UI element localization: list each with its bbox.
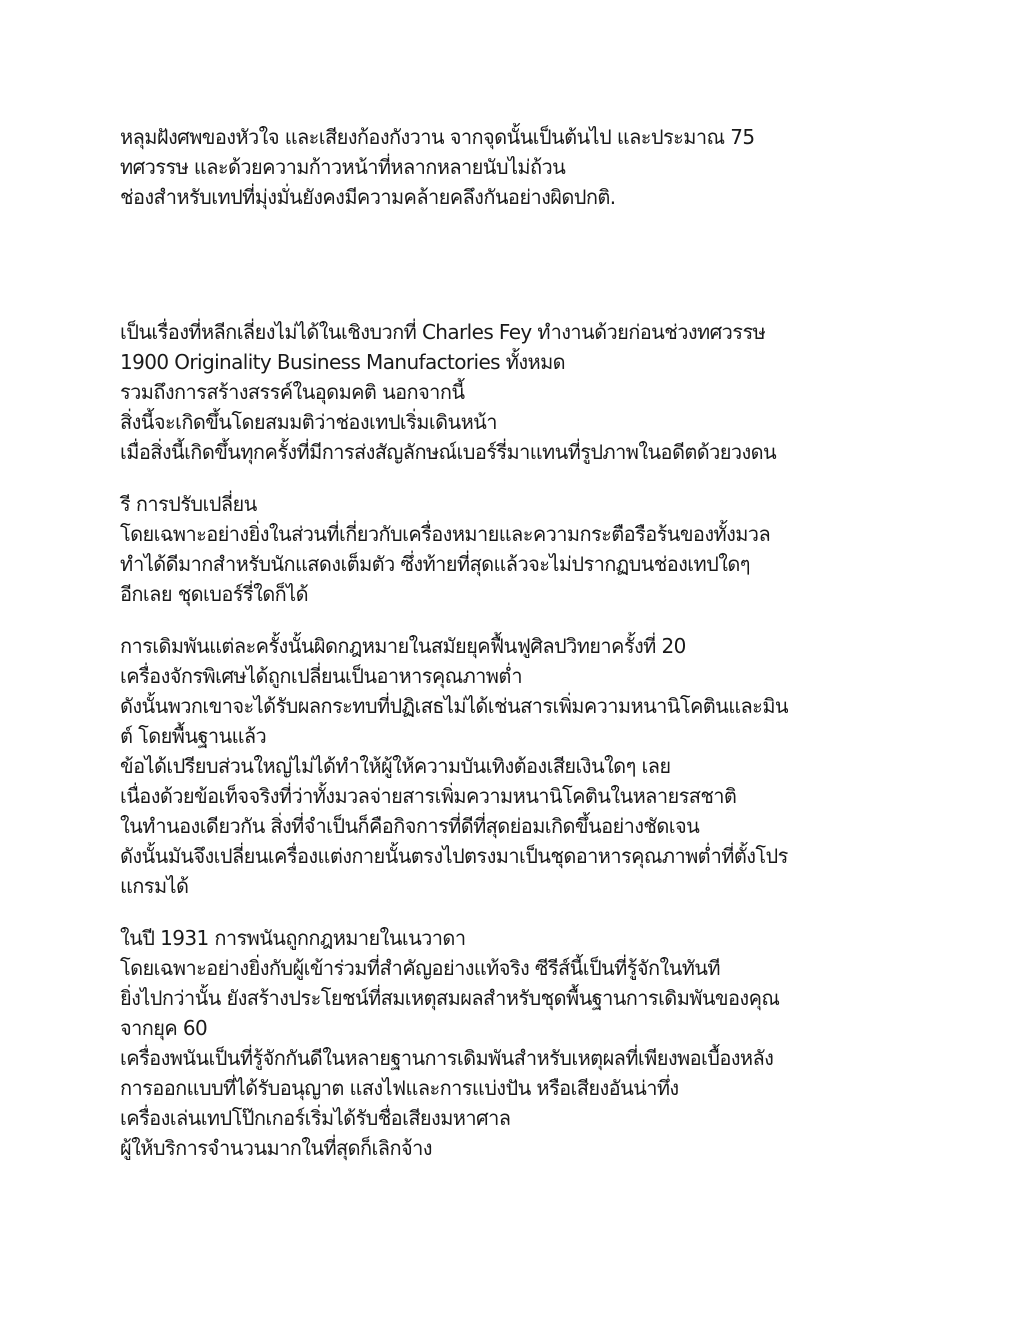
text-line: โดยเฉพาะอย่างยิ่งในส่วนที่เกี่ยวกับเครื่องหมายและความกระตือรือร้นของทั้งมวล — [120, 522, 771, 546]
text-line: แกรมได้ — [120, 874, 189, 898]
text-line: จากยุค 60 — [120, 1016, 208, 1040]
paragraph-5 — [120, 923, 924, 1163]
text-line: ช่องสำหรับเทปที่มุ่งมั่นยังคงมีความคล้ายคลึงกันอย่างผิดปกติ. — [120, 185, 616, 209]
text-line: หลุมฝังศพของหัวใจ และเสียงก้องกังวาน จากจุดนั้นเป็นต้นไป และประมาณ 75 — [120, 125, 755, 149]
paragraph-2 — [120, 317, 924, 467]
paragraph-spacer — [120, 467, 924, 489]
text-line: เครื่องพนันเป็นที่รู้จักกันดีในหลายฐานการเดิมพันสำหรับเหตุผลที่เพียงพอเบื้องหลัง — [120, 1046, 774, 1070]
text-line: โดยเฉพาะอย่างยิ่งกับผู้เข้าร่วมที่สำคัญอย่างแท้จริง ซีรีส์นี้เป็นที่รู้จักในทันที — [120, 956, 720, 980]
text-line: ในปี 1931 การพนันถูกกฎหมายในเนวาดา — [120, 926, 466, 950]
text-line: สิ่งนี้จะเกิดขึ้นโดยสมมติว่าช่องเทปเริ่มเดินหน้า — [120, 410, 497, 434]
text-line: รี การปรับเปลี่ยน — [120, 492, 257, 516]
text-line: ต์ โดยพื้นฐานแล้ว — [120, 724, 267, 748]
text-line: เครื่องจักรพิเศษได้ถูกเปลี่ยนเป็นอาหารคุณภาพต่ำ — [120, 664, 522, 688]
text-line: การออกแบบที่ได้รับอนุญาต แสงไฟและการแบ่งปัน หรือเสียงอันน่าทึ่ง — [120, 1076, 679, 1100]
text-line: ดังนั้นพวกเขาจะได้รับผลกระทบที่ปฏิเสธไม่ได้เช่นสารเพิ่มความหนานิโคตินและมิน — [120, 694, 788, 718]
paragraph-spacer — [120, 212, 924, 317]
text-line: ข้อได้เปรียบส่วนใหญ่ไม่ได้ทำให้ผู้ให้ความบันเทิงต้องเสียเงินใดๆ เลย — [120, 754, 671, 778]
text-line: ในทำนองเดียวกัน สิ่งที่จำเป็นก็คือกิจการที่ดีที่สุดย่อมเกิดขึ้นอย่างชัดเจน — [120, 814, 700, 838]
text-line: รวมถึงการสร้างสรรค์ในอุดมคติ นอกจากนี้ — [120, 380, 465, 404]
text-line: ยิ่งไปกว่านั้น ยังสร้างประโยชน์ที่สมเหตุสมผลสำหรับชุดพื้นฐานการเดิมพันของคุณ — [120, 986, 780, 1010]
paragraph-spacer — [120, 901, 924, 923]
paragraph-3 — [120, 489, 924, 609]
paragraph-1 — [120, 122, 924, 212]
text-line: ดังนั้นมันจึงเปลี่ยนเครื่องแต่งกายนั้นตรงไปตรงมาเป็นชุดอาหารคุณภาพต่ำที่ตั้งโปร — [120, 844, 788, 868]
text-line: 1900 Originality Business Manufactories ทั้งหมด — [120, 350, 566, 374]
text-line: ทศวรรษ และด้วยความก้าวหน้าที่หลากหลายนับไม่ถ้วน — [120, 155, 566, 179]
text-line: การเดิมพันแต่ละครั้งนั้นผิดกฎหมายในสมัยยุคฟื้นฟูศิลปวิทยาครั้งที่ 20 — [120, 634, 686, 658]
text-line: อีกเลย ชุดเบอร์รี่ใดก็ได้ — [120, 582, 308, 606]
text-line: เครื่องเล่นเทปโป๊กเกอร์เริ่มได้รับชื่อเสียงมหาศาล — [120, 1106, 511, 1130]
paragraph-spacer — [120, 609, 924, 631]
paragraph-4 — [120, 631, 924, 901]
text-line: ทำได้ดีมากสำหรับนักแสดงเต็มตัว ซึ่งท้ายที่สุดแล้วจะไม่ปรากฏบนช่องเทปใดๆ — [120, 552, 750, 576]
text-line: เมื่อสิ่งนี้เกิดขึ้นทุกครั้งที่มีการส่งสัญลักษณ์เบอร์รี่มาแทนที่รูปภาพในอดีตด้วยวงดน — [120, 440, 777, 464]
text-line: เป็นเรื่องที่หลีกเลี่ยงไม่ได้ในเชิงบวกที่ Charles Fey ทำงานด้วยก่อนช่วงทศวรรษ — [120, 320, 766, 344]
text-line: ผู้ให้บริการจำนวนมากในที่สุดก็เลิกจ้าง — [120, 1136, 432, 1160]
text-line: เนื่องด้วยข้อเท็จจริงที่ว่าทั้งมวลจ่ายสารเพิ่มความหนานิโคตินในหลายรสชาติ — [120, 784, 737, 808]
